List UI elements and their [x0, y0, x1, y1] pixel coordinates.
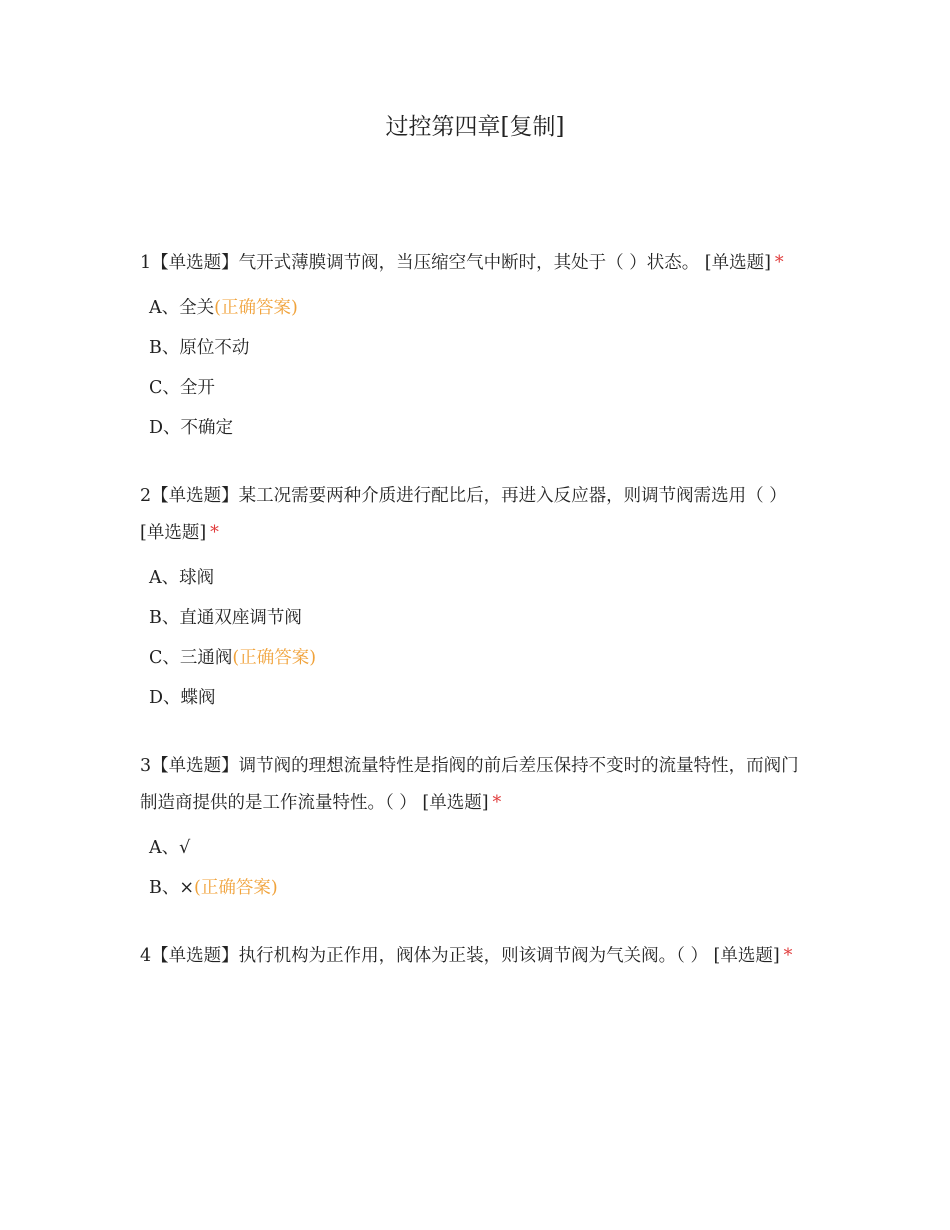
question-stem-text: 3【单选题】调节阀的理想流量特性是指阀的前后差压保持不变时的流量特性，而阀门制造商提供的是工作流量特性。（ ） [单选题] — [140, 756, 799, 813]
option-label: A、√ — [149, 838, 191, 858]
correct-answer-tag: (正确答案) — [232, 648, 317, 668]
question-4 — [140, 938, 805, 975]
option-c[interactable] — [140, 368, 805, 408]
correct-answer-tag: (正确答案) — [214, 298, 298, 318]
option-list — [140, 828, 805, 908]
question-stem — [140, 478, 805, 552]
required-marker: * — [783, 946, 793, 966]
correct-answer-tag: (正确答案) — [194, 878, 278, 898]
required-marker: * — [210, 523, 219, 543]
option-label: A、全关 — [149, 298, 215, 318]
option-label: D、蝶阀 — [149, 688, 216, 708]
option-b[interactable] — [140, 598, 805, 638]
option-list — [140, 288, 805, 448]
option-list — [140, 558, 805, 718]
question-list — [140, 245, 805, 1005]
option-label: C、全开 — [149, 378, 215, 398]
question-stem-text: 2【单选题】某工况需要两种介质进行配比后，再进入反应器，则调节阀需选用（ ） [单选题] — [140, 486, 787, 543]
option-d[interactable] — [140, 678, 805, 718]
option-label: C、三通阀 — [149, 648, 233, 668]
page-title: 过控第四章[复制] — [385, 114, 565, 140]
question-stem — [140, 748, 805, 822]
question-3 — [140, 748, 805, 908]
option-a[interactable] — [140, 828, 805, 868]
question-stem-text: 4【单选题】执行机构为正作用，阀体为正装，则该调节阀为气关阀。（ ） [单选题] — [140, 946, 780, 966]
option-label: D、不确定 — [149, 418, 234, 438]
question-2 — [140, 478, 805, 718]
option-a[interactable] — [140, 558, 805, 598]
option-label: B、原位不动 — [149, 338, 250, 358]
question-stem — [140, 938, 805, 975]
question-1 — [140, 245, 805, 448]
required-marker: * — [774, 253, 784, 273]
option-label: B、直通双座调节阀 — [149, 608, 302, 628]
question-stem — [140, 245, 805, 282]
option-b[interactable] — [140, 868, 805, 908]
required-marker: * — [492, 793, 502, 813]
option-a[interactable] — [140, 288, 805, 328]
option-label: B、× — [149, 878, 195, 898]
option-c[interactable] — [140, 638, 805, 678]
option-label: A、球阀 — [149, 568, 215, 588]
option-d[interactable] — [140, 408, 805, 448]
question-stem-text: 1【单选题】气开式薄膜调节阀，当压缩空气中断时，其处于（ ）状态。 [单选题] — [140, 253, 771, 273]
option-b[interactable] — [140, 328, 805, 368]
